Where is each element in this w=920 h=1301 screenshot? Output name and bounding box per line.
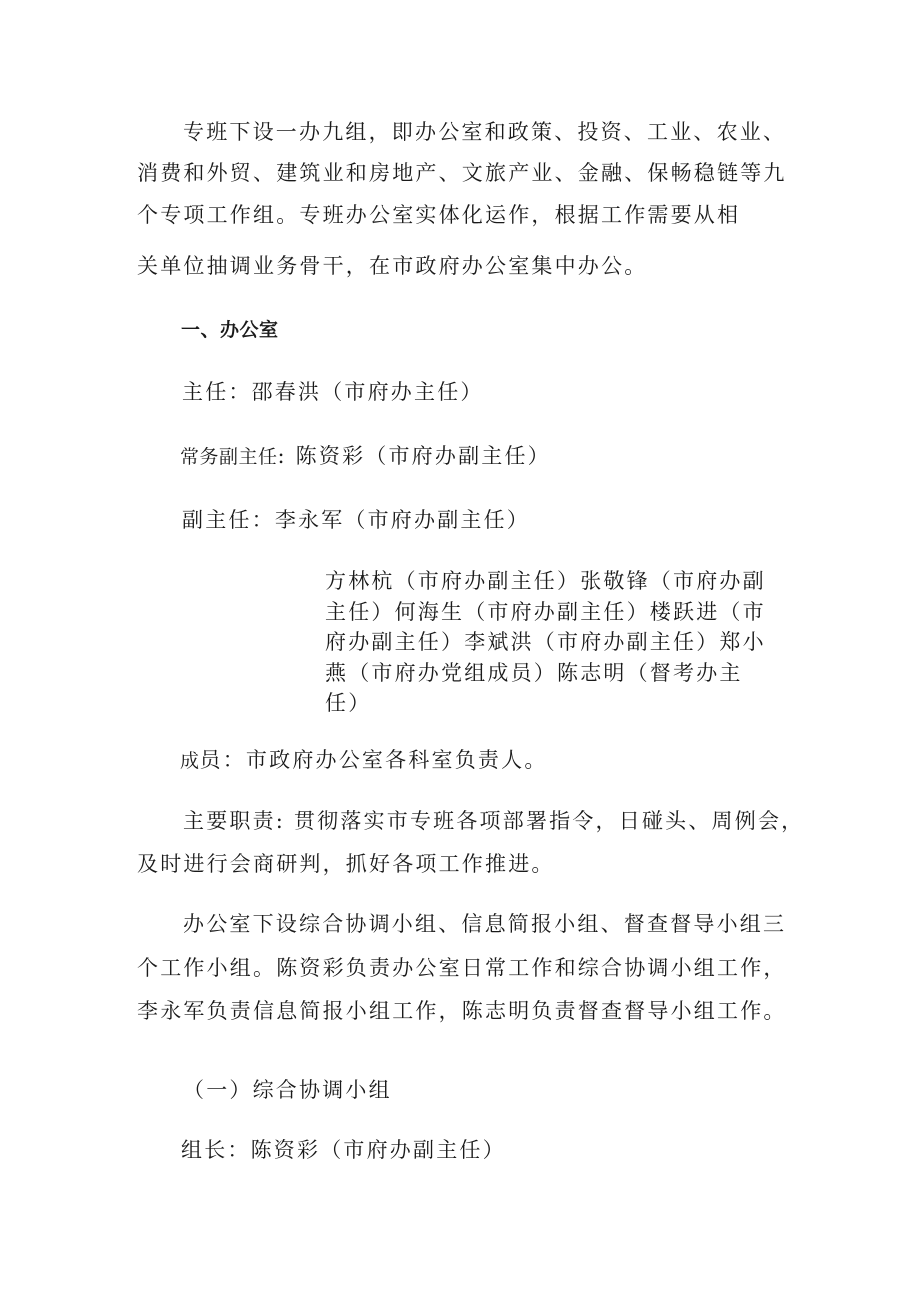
deputy-list-line: 主任）何海生（市府办副主任）楼跃进（市 (325, 599, 766, 624)
deputy-line (182, 505, 530, 535)
director-value: 邵春洪（市府办主任） (251, 380, 484, 404)
members-value: 员：市政府办公室各科室负责人。 (199, 748, 548, 772)
duty-label: 主要职责: (183, 809, 286, 833)
director-line (182, 377, 484, 407)
section-heading-office: 一、办公室 (181, 319, 279, 341)
deputy-list (325, 566, 775, 719)
subsection-heading-coordination: （一）综合协调小组 (183, 1078, 392, 1102)
deputy-value: 李永军（市府办副主任） (274, 508, 531, 532)
duty-line-1 (183, 806, 804, 836)
exec-deputy-label: 常务副主任 (180, 446, 278, 468)
members-label: 成 (180, 750, 200, 772)
duty-text-1: 贯彻落实市专班各项部署指令，日碰头、周例会， (285, 809, 805, 833)
group-leader-line: 组长：陈资彩（市府办副主任） (181, 1138, 506, 1162)
director-label: 主任： (182, 380, 252, 404)
deputy-list-line: 燕（市府办党组成员）陈志明（督考办主 (325, 660, 743, 685)
intro-line-1: 专班下设一办九组，即办公室和政策、投资、工业、农业、 (183, 120, 787, 144)
exec-deputy-value: : 陈资彩（市府办副主任） (277, 444, 551, 468)
subgroups-line-2: 个工作小组。陈资彩负责办公室日常工作和综合协调小组工作， (137, 956, 787, 980)
deputy-list-line: 府办副主任）李斌洪（市府办副主任）郑小 (325, 630, 766, 654)
deputy-label: 副主任： (182, 508, 275, 532)
intro-line-2: 消费和外贸、建筑业和房地产、文旅产业、金融、保畅稳链等九 (137, 161, 787, 185)
members-line (180, 745, 548, 776)
duty-line-2: 及时进行会商研判，抓好各项工作推进。 (137, 852, 555, 876)
intro-line-4: 关单位抽调业务骨干，在市政府办公室集中办公。 (137, 254, 648, 278)
intro-line-3: 个专项工作组。专班办公室实体化运作，根据工作需要从相 (137, 203, 741, 227)
exec-deputy-line (180, 441, 551, 472)
deputy-list-line: 方林杭（市府办副主任）张敬锋（市府办副 (325, 569, 766, 593)
deputy-list-line: 任） (325, 691, 372, 715)
subgroups-line-1: 办公室下设综合协调小组、信息简报小组、督查督导小组三 (183, 912, 787, 936)
subgroups-line-3: 李永军负责信息简报小组工作，陈志明负责督查督导小组工作。 (137, 999, 787, 1023)
